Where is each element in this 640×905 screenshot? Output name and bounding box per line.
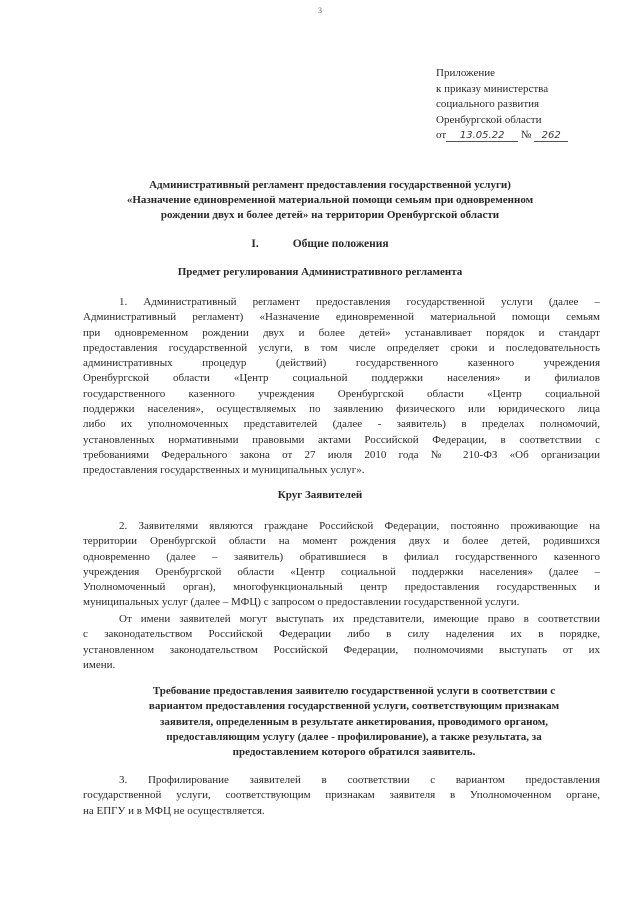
page-number: 3 [318,6,322,15]
text-line: государственной услуги, соответствующим признакам заявителя в Уполномоченном органе, [83,789,600,802]
subsection-heading-regulation: Предмет регулирования Административного регламента [177,266,463,278]
number-prefix: № [520,129,532,141]
text-line: с законодательством Российской Федерации либо в силу наделения их в порядке, [83,628,600,641]
text-line: либо их уполномоченных представителей (далее - заявитель) в пределах полномочий, [83,418,600,431]
title-line: «Назначение единовременной материальной помощи семьям при одновременном [126,194,534,206]
text-line: предоставления государственной услуги, в том числе определяет сроки и последовательность [83,341,600,354]
paragraph-4 [83,773,600,819]
text-line: 2. Заявителями являются граждане Российской Федерации, постоянно проживающие на [119,520,600,532]
text-line: Уполномоченный орган), многофункциональный центр предоставления государственных и [83,581,600,594]
text-line: Оренбургской области «Центр социальной поддержки населения» и филиалов [83,372,600,385]
text-line: 3. Профилирование заявителей в соответствии с вариантом предоставления [119,774,600,786]
document-title [60,178,600,223]
title-line: рождении двух и более детей» на территории Оренбургской области [160,209,500,221]
handwritten-date: 13.05.22 [446,130,518,142]
text-line: предоставления государственных и муниципальных услуг». [83,464,365,477]
text-line: 1. Административный регламент предоставления государственной услуги (далее – [119,296,600,308]
text-line: территории Оренбургской области на момент рождения двух и более детей, родившихся [83,535,600,548]
annex-date-number-row [436,128,626,144]
text-line: От имени заявителей могут выступать их представители, имеющие право в соответствии [119,613,600,625]
section-heading [0,238,640,250]
annex-line: к приказу министерства [436,82,549,95]
section-title: Общие положения [292,238,389,250]
text-line: требованиями Федерального закона от 27 июля 2010 года № 210-ФЗ «Об организации [83,448,600,461]
text-line: Административный регламент) «Назначение единовременной материальной помощи семьям [83,311,600,324]
heading-line: Требование предоставления заявителю государственной услуги в соответствии с [152,685,556,697]
text-line: на ЕПГУ и в МФЦ не осуществляется. [83,804,265,817]
annex-line: Приложение [436,67,496,79]
heading-line: предоставляющим услугу (далее - профилирование), а также результата, за [166,730,542,743]
paragraph-1 [83,295,600,479]
text-line: установленных нормативными правовыми актами Российской Федерации, в соответствии с [83,433,600,446]
title-line: Административный регламент предоставления государственной услуги) [149,179,511,191]
paragraph-3 [83,612,600,673]
date-prefix: от [436,129,447,141]
section-number: I. [251,238,259,250]
paragraph-2 [83,519,600,611]
text-line: учреждения Оренбургской области «Центр социальной поддержки населения» (далее – [83,565,600,578]
annex-line: социального развития [436,98,540,110]
text-line: имени. [83,658,116,671]
heading-line: вариантом предоставления государственной услуги, соответствующим признакам [148,700,560,713]
handwritten-number: 262 [534,130,568,142]
text-line: поддержки населения», осуществляемых по заявлению физического или юридического лица [83,403,600,416]
annex-line: Оренбургской области [436,113,542,126]
subsection-heading-profiling [110,684,598,760]
text-line: установленном законодательством Российской Федерации, полномочиями выступать от их [83,643,600,656]
subsection-heading-applicants: Круг Заявителей [277,489,363,501]
text-line: при одновременном рождении двух и более детей» устанавливает порядок и стандарт [83,326,600,339]
text-line: одновременно (далее – заявитель) обратившиеся в филиал государственного казенного [83,550,600,563]
heading-line: предоставлением которого обратился заявитель. [232,746,476,759]
heading-line: заявителя, определенным в результате анкетирования, проводимого органом, [159,715,549,728]
text-line: административных процедур (действий) государственного казенного учреждения [83,357,600,370]
text-line: государственного казенного учреждения Оренбургской области «Центр социальной [83,387,600,400]
annex-block [436,66,626,144]
text-line: муниципальных услуг (далее – МФЦ) с запросом о предоставлении государственной услуги. [83,596,520,609]
